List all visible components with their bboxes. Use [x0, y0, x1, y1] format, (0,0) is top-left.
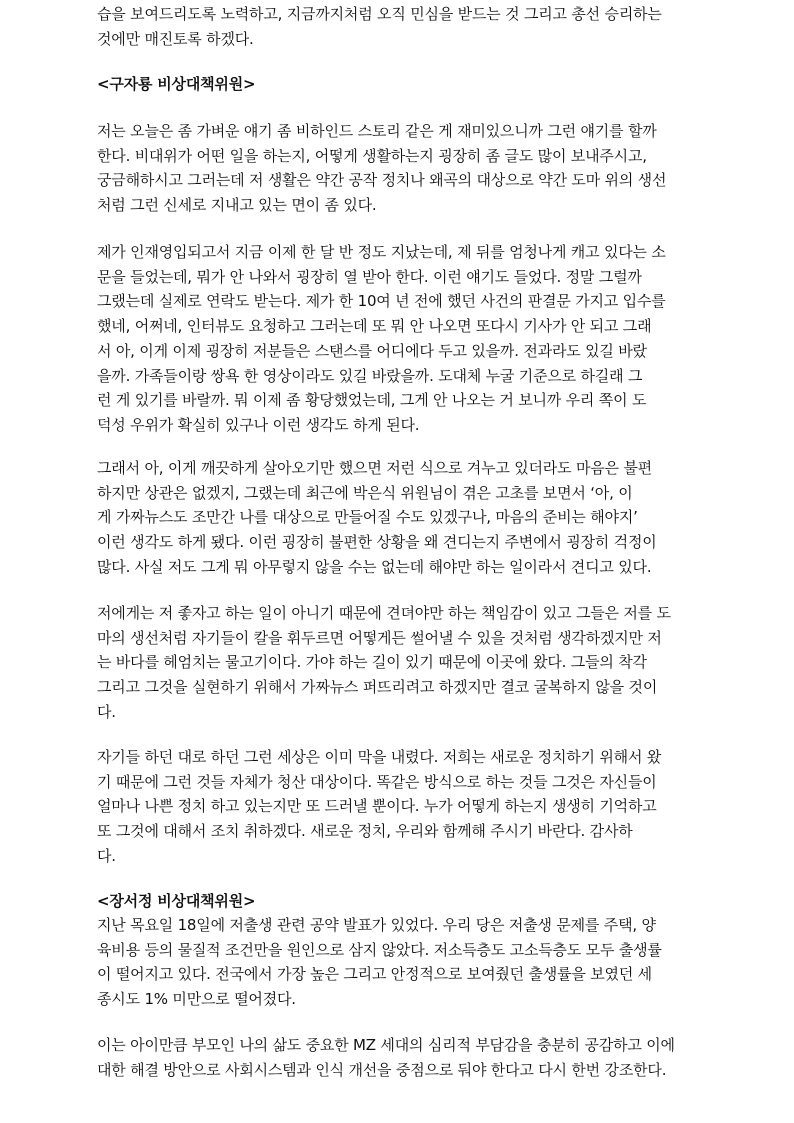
- text-line: 는 바다를 헤엄치는 물고기이다. 가야 하는 길이 있기 때문에 이곳에 왔다. 그들의 착각: [97, 653, 647, 672]
- paragraph: [97, 456, 703, 580]
- text-line: 다.: [97, 702, 116, 721]
- text-line: 서 아, 이게 이제 굉장히 저분들은 스탠스를 어디에다 두고 있을까. 전과라도 있길 바랐: [97, 341, 647, 360]
- paragraph: [97, 601, 703, 725]
- heading-text: <장서정 비상대책위원>: [97, 892, 256, 910]
- text-line: 육비용 등의 물질적 조건만을 원인으로 삼지 않았다. 저소득층도 고소득층도 모두 출생률: [97, 940, 662, 959]
- text-line: 이 떨어지고 있다. 전국에서 가장 높은 그리고 안정적으로 보여줬던 출생률을 보였던 세: [97, 965, 652, 984]
- text-line: 것에만 매진토록 하겠다.: [97, 29, 254, 48]
- text-line: 게 가짜뉴스도 조만간 나를 대상으로 만들어질 수도 있겠구나, 마음의 준비는 해야지’: [97, 508, 638, 527]
- text-line: 하지만 상관은 없겠지, 그랬는데 최근에 박은식 위원님이 겪은 고초를 보면서 ‘아, 이: [97, 483, 633, 502]
- text-line: 기 때문에 그런 것들 자체가 청산 대상이다. 똑같은 방식으로 하는 것들 그것은 자신들이: [97, 772, 657, 791]
- paragraph: [97, 1033, 703, 1082]
- text-line: 많다. 사실 저도 그게 뭐 아무렇지 않을 수는 없는데 해야만 하는 일이라서 견디고 있다.: [97, 557, 652, 576]
- text-line: 궁금해하시고 그러는데 저 생활은 약간 공작 정치나 왜곡의 대상으로 약간 도마 위의 생선: [97, 171, 667, 190]
- text-line: 습을 보여드리도록 노력하고, 지금까지처럼 오직 민심을 받드는 것 그리고 총선 승리하는: [97, 5, 662, 23]
- text-line: 문을 들었는데, 뭐가 안 나와서 굉장히 열 받아 한다. 이런 얘기도 들었다. 정말 그럴까: [97, 267, 642, 286]
- text-line: 저에게는 저 좋자고 하는 일이 아니기 때문에 견뎌야만 하는 책임감이 있고 그들은 저를 도: [97, 604, 671, 622]
- paragraph: [97, 913, 703, 1012]
- text-line: 저는 오늘은 좀 가벼운 얘기 좀 비하인드 스토리 같은 게 재미있으니까 그런 얘기를 할까: [97, 122, 657, 140]
- text-line: 얼마나 나쁜 정치 하고 있는지만 또 드러낼 뿐이다. 누가 어떻게 하는지 생생히 기억하고: [97, 797, 657, 816]
- text-line: 다.: [97, 846, 116, 865]
- heading-text: <구자룡 비상대책위원>: [97, 75, 256, 93]
- text-line: 을까. 가족들이랑 쌍욕 한 영상이라도 있길 바랐을까. 도대체 누굴 기준으로 하길래 그: [97, 366, 643, 385]
- text-line: 종시도 1% 미만으로 떨어졌다.: [97, 990, 296, 1009]
- paragraph: [97, 2, 703, 51]
- text-line: 했네, 어쩌네, 인터뷰도 요청하고 그러는데 또 뭐 안 나오면 또다시 기사가 안 되고 그래: [97, 317, 652, 336]
- paragraph: [97, 745, 703, 869]
- text-line: 지난 목요일 18일에 저출생 관련 공약 발표가 있었다. 우리 당은 저출생 문제를 주택, 양: [97, 916, 656, 934]
- text-line: 마의 생선처럼 자기들이 칼을 휘두르면 어떻게든 썰어낼 수 있을 것처럼 생각하겠지만 저: [97, 628, 662, 647]
- text-line: 자기들 하던 대로 하던 그런 세상은 이미 막을 내렸다. 저희는 새로운 정치하기 위해서 왔: [97, 748, 662, 766]
- paragraph: [97, 119, 703, 218]
- text-line: 대한 해결 방안으로 사회시스템과 인식 개선을 중점으로 둬야 한다고 다시 한번 강조한다.: [97, 1060, 667, 1079]
- text-line: 제가 인재영입되고서 지금 이제 한 달 반 정도 지났는데, 제 뒤를 엄청나게 캐고 있다는 소: [97, 243, 666, 261]
- paragraph: [97, 240, 703, 438]
- text-line: 그랬는데 실제로 연락도 받는다. 제가 한 10여 년 전에 했던 사건의 판결문 가지고 입수를: [97, 292, 666, 311]
- text-line: 런 게 있기를 바랄까. 뭐 이제 좀 황당했었는데, 그게 안 나오는 거 보니까 우리 쪽이 도: [97, 391, 647, 410]
- speaker-heading-jang-seojeong: [97, 889, 703, 914]
- text-line: 덕성 우위가 확실히 있구나 이런 생각도 하게 된다.: [97, 415, 420, 434]
- text-line: 그리고 그것을 실현하기 위해서 가짜뉴스 퍼뜨리려고 하겠지만 결코 굴복하지 않을 것이: [97, 678, 658, 697]
- text-line: 한다. 비대위가 어떤 일을 하는지, 어떻게 생활하는지 굉장히 좀 글도 많이 보내주시고,: [97, 146, 647, 165]
- text-line: 처럼 그런 신세로 지내고 있는 면이 좀 있다.: [97, 196, 377, 215]
- text-line: 또 그것에 대해서 조치 취하겠다. 새로운 정치, 우리와 함께해 주시기 바란다. 감사하: [97, 822, 633, 841]
- speaker-heading-gu-jaryong: [97, 72, 703, 97]
- text-line: 이는 아이만큼 부모인 나의 삶도 중요한 MZ 세대의 심리적 부담감을 충분히 공감하고 이에: [97, 1036, 675, 1054]
- text-line: 이런 생각도 하게 됐다. 이런 굉장히 불편한 상황을 왜 견디는지 주변에서 굉장히 걱정이: [97, 533, 657, 552]
- text-line: 그래서 아, 이게 깨끗하게 살아오기만 했으면 저런 식으로 겨누고 있더라도 마음은 불편: [97, 459, 652, 477]
